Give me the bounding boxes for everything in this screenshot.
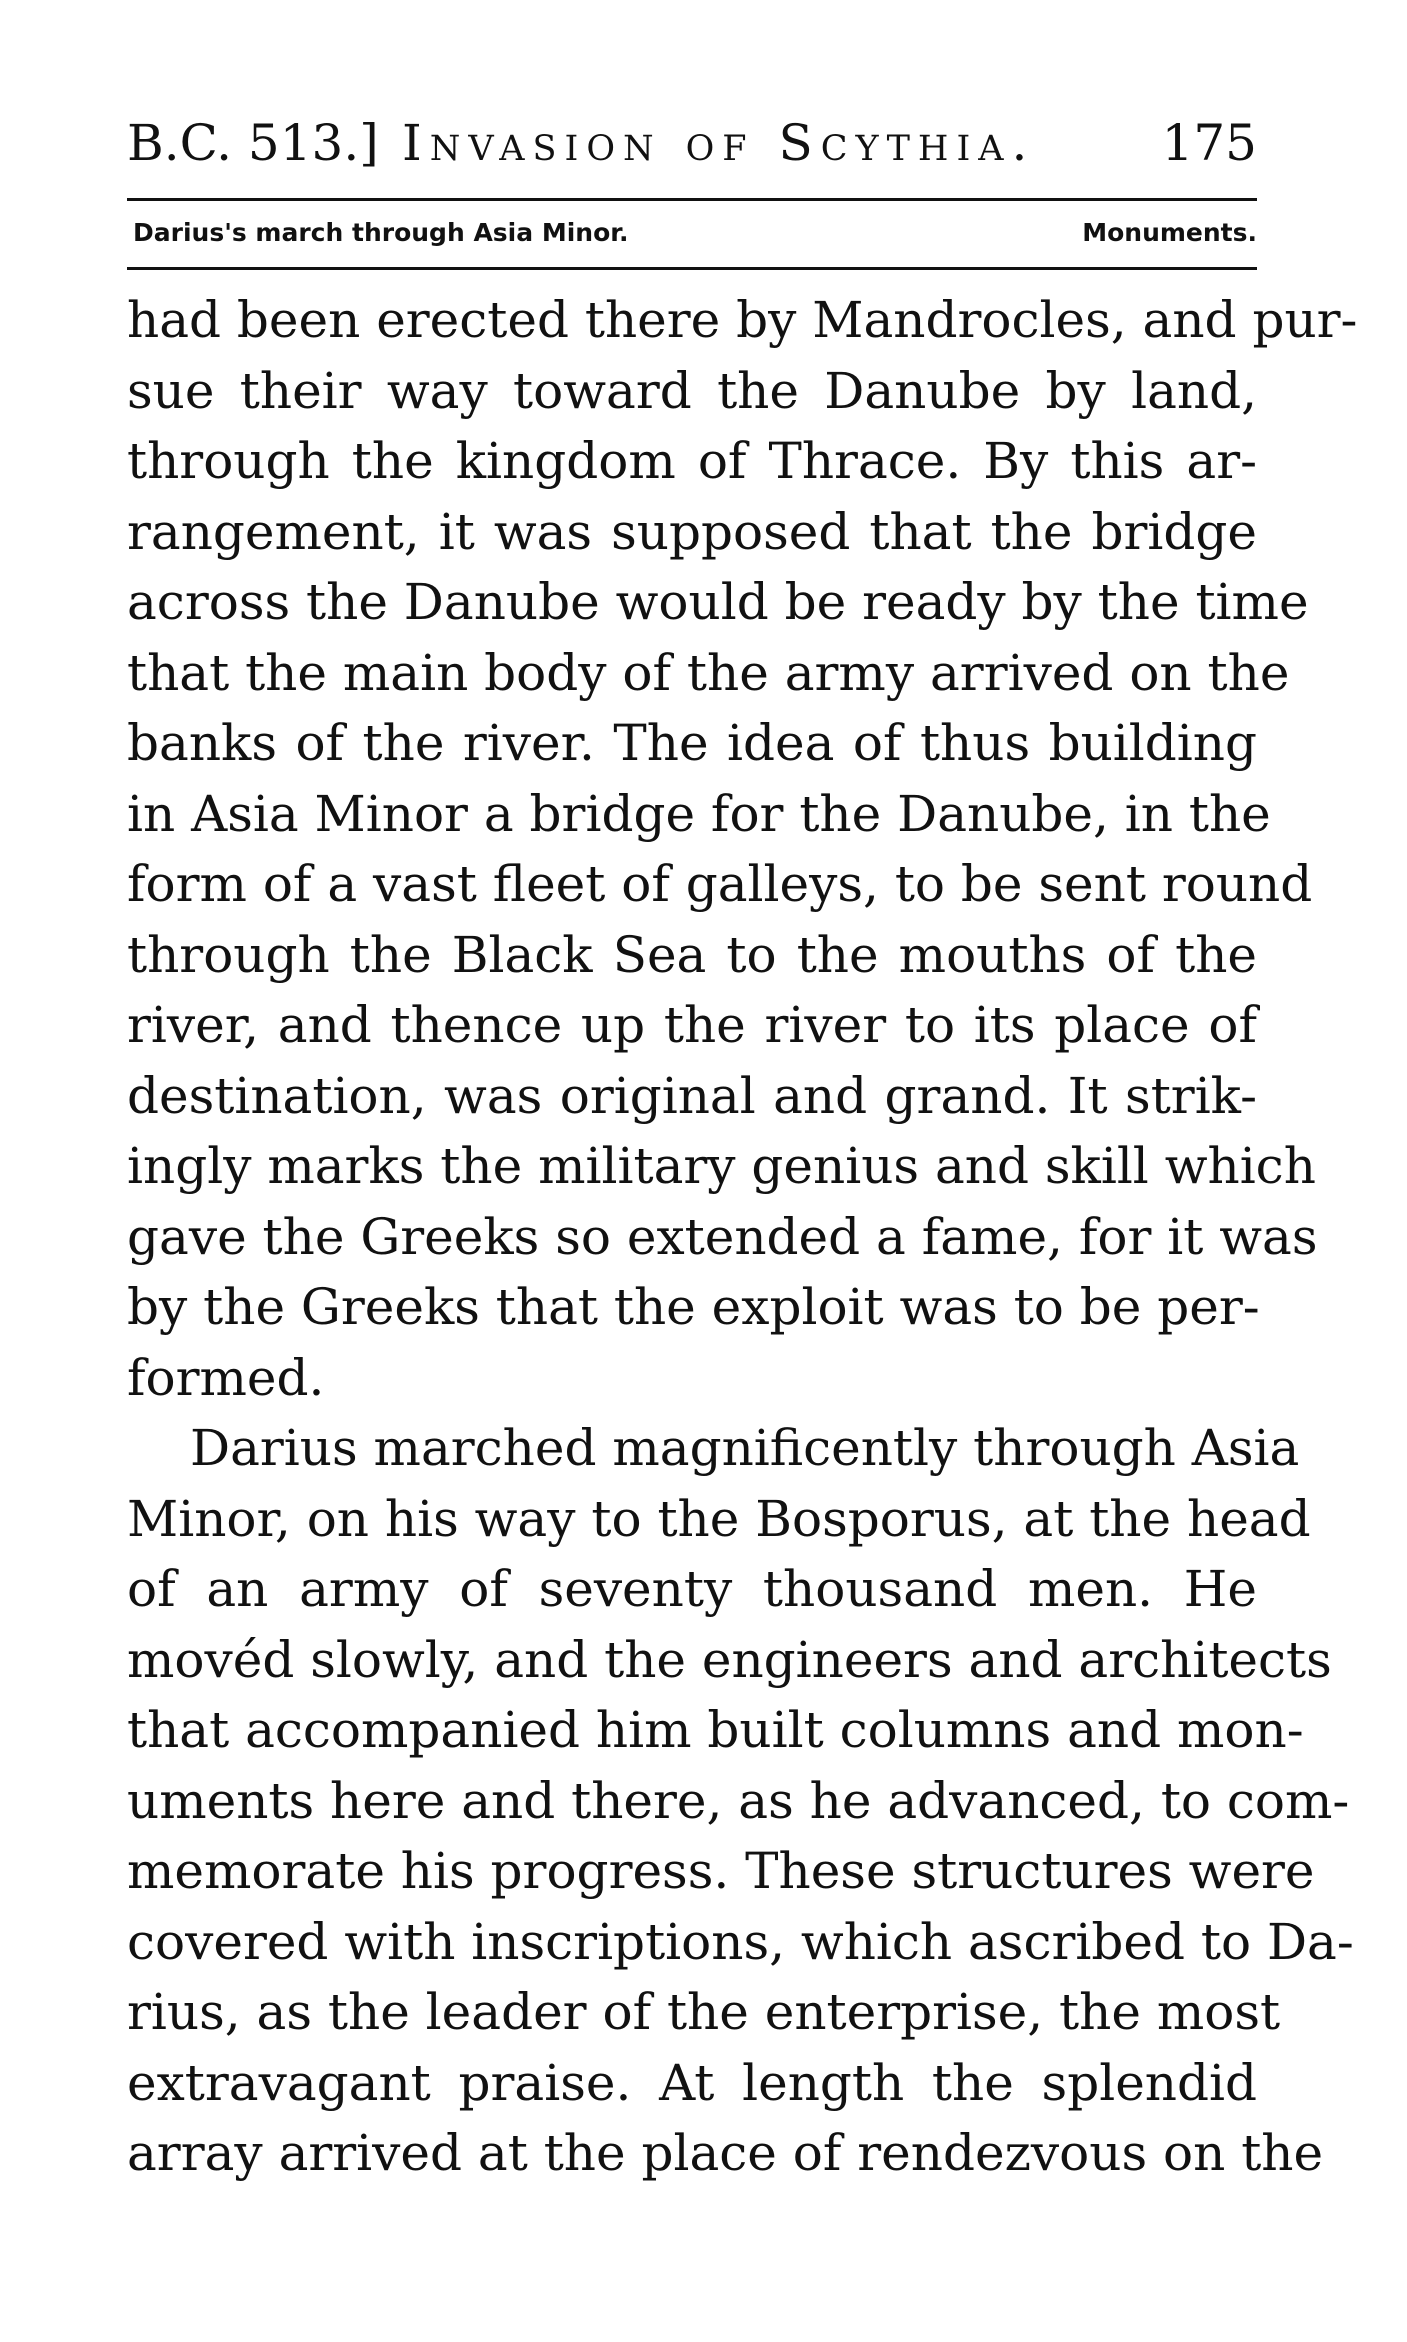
header-title: Invasion of Scythia. [402,114,1036,172]
text-line: memorate his progress. These structures were [127,1842,1315,1900]
text-line: that the main body of the army arrived on the [127,643,1290,702]
text-line: of an army of seventy thousand men. He [127,1560,1257,1618]
text-line: Darius marched magnificently through Asia [190,1419,1300,1477]
text-line: in Asia Minor a bridge for the Danube, in the [127,784,1271,843]
text-line: had been erected there by Mandrocles, and pur- [127,291,1358,349]
text-line: by the Greeks that the exploit was to be per- [127,1278,1260,1336]
text-line: extravagant praise. At length the splendid [127,2053,1257,2112]
text-line: banks of the river. The idea of thus building [127,714,1257,772]
text-line: through the kingdom of Thrace. By this ar- [127,432,1257,490]
text-line: rangement, it was supposed that the bridge [127,502,1257,561]
body-text [127,285,1358,2189]
sidenote-left: Darius's march through Asia Minor. [133,218,629,247]
sidenote-right: Monuments. [1082,218,1257,247]
paragraph-2 [127,1413,1354,2189]
text-line: rius, as the leader of the enterprise, the most [127,1983,1281,2041]
running-head [127,100,1257,180]
text-line: gave the Greeks so extended a fame, for it was [127,1207,1318,1266]
text-line: movéd slowly, and the engineers and architects [127,1630,1332,1689]
text-line: destination, was original and grand. It strik- [127,1066,1257,1125]
sidenote-bar [127,212,1257,258]
text-line: array arrived at the place of rendezvous on the [127,2124,1324,2182]
text-line: river, and thence up the river to its place of [127,996,1257,1054]
text-line: sue their way toward the Danube by land, [127,361,1257,420]
text-line: across the Danube would be ready by the time [127,573,1309,631]
page-number: 175 [1161,114,1257,172]
text-line: formed. [127,1348,325,1407]
text-line: covered with inscriptions, which ascribed to Da- [127,1912,1354,1971]
text-line: form of a vast fleet of galleys, to be sent round [127,855,1313,913]
text-line: through the Black Sea to the mouths of the [127,925,1257,984]
header-rule-bottom [127,267,1257,270]
header-rule-top [127,198,1257,201]
paragraph-1 [127,285,1358,1413]
text-line: Minor, on his way to the Bosporus, at the head [127,1489,1311,1548]
text-line: uments here and there, as he advanced, to com- [127,1771,1350,1830]
text-line: ingly marks the military genius and skill which [127,1137,1316,1195]
text-line: that accompanied him built columns and mon- [127,1701,1304,1759]
header-date: B.C. 513.] [127,114,379,172]
